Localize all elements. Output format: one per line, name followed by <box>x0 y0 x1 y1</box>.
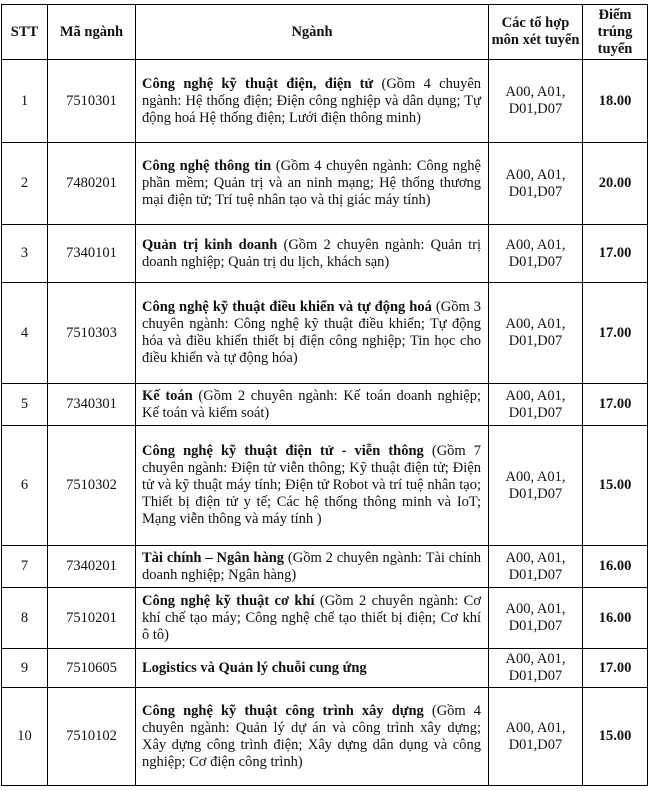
major-name: Công nghệ kỹ thuật công trình xây dựng <box>142 702 424 719</box>
row-code: 7340101 <box>48 225 136 283</box>
row-combo: A00, A01, D01,D07 <box>489 225 583 283</box>
row-code: 7510605 <box>48 649 136 688</box>
row-code: 7510302 <box>48 426 136 546</box>
row-combo: A00, A01, D01,D07 <box>489 546 583 588</box>
row-score: 17.00 <box>583 649 648 688</box>
row-stt: 4 <box>2 283 48 384</box>
major-detail: (Gồm 2 chuyên ngành: Quản trị doanh nghiệp; Quản trị du lịch, khách sạn) <box>142 236 481 270</box>
major-detail: (Gồm 4 chuyên ngành: Quản lý dự án và công trình xây dựng; Xây dựng công trình điện; Xây dựng dân dụng và công nghiệp; Cơ điện công trình) <box>142 702 482 770</box>
row-score: 20.00 <box>583 143 648 225</box>
row-major <box>136 60 489 143</box>
row-score: 17.00 <box>583 225 648 283</box>
row-score: 17.00 <box>583 384 648 426</box>
row-code: 7340201 <box>48 546 136 588</box>
row-major <box>136 649 489 688</box>
row-combo: A00, A01, D01,D07 <box>489 143 583 225</box>
table-row <box>2 649 648 688</box>
row-code: 7510303 <box>48 283 136 384</box>
row-major <box>136 143 489 225</box>
major-name: Công nghệ kỹ thuật điện, điện tử <box>142 75 374 92</box>
row-score: 15.00 <box>583 688 648 786</box>
header-major: Ngành <box>136 5 489 60</box>
row-combo: A00, A01, D01,D07 <box>489 588 583 649</box>
row-stt: 2 <box>2 143 48 225</box>
major-detail: (Gồm 4 chuyên ngành: Hệ thống điện; Điện công nghiệp và dân dụng; Tự động hoá Hệ thống điện; Lưới điện thông minh) <box>142 75 482 126</box>
row-code: 7510102 <box>48 688 136 786</box>
major-name: Công nghệ thông tin <box>142 158 272 174</box>
row-score: 16.00 <box>583 588 648 649</box>
header-score: Điểm trúng tuyển <box>583 5 648 60</box>
row-stt: 6 <box>2 426 48 546</box>
major-name: Quản trị kinh doanh <box>142 236 278 253</box>
row-code: 7340301 <box>48 384 136 426</box>
table-row <box>2 143 648 225</box>
row-major <box>136 426 489 546</box>
header-combo: Các tổ hợp môn xét tuyển <box>489 5 583 60</box>
row-major <box>136 588 489 649</box>
table-row <box>2 225 648 283</box>
row-score: 15.00 <box>583 426 648 546</box>
row-combo: A00, A01, D01,D07 <box>489 60 583 143</box>
table-row <box>2 546 648 588</box>
header-stt: STT <box>2 5 48 60</box>
table-row <box>2 688 648 786</box>
major-detail: (Gồm 2 chuyên ngành: Cơ khí chế tạo máy; Công nghệ chế tạo thiết bị điện; Cơ khí ô tô) <box>142 592 481 643</box>
admission-scores-table <box>1 4 648 786</box>
header-row <box>2 5 648 60</box>
row-stt: 10 <box>2 688 48 786</box>
header-code: Mã ngành <box>48 5 136 60</box>
major-name: Công nghệ kỹ thuật cơ khí <box>142 592 315 609</box>
major-name: Tài chính – Ngân hàng <box>142 549 285 566</box>
major-name: Kế toán <box>142 387 193 404</box>
row-stt: 5 <box>2 384 48 426</box>
table-row <box>2 588 648 649</box>
major-name: Công nghệ kỹ thuật điều khiển và tự động hoá <box>142 299 432 315</box>
row-score: 16.00 <box>583 546 648 588</box>
table-row <box>2 283 648 384</box>
table-row <box>2 60 648 143</box>
row-combo: A00, A01, D01,D07 <box>489 426 583 546</box>
table-row <box>2 426 648 546</box>
row-major <box>136 688 489 786</box>
row-score: 17.00 <box>583 283 648 384</box>
row-score: 18.00 <box>583 60 648 143</box>
row-major <box>136 225 489 283</box>
row-major <box>136 384 489 426</box>
major-detail: (Gồm 2 chuyên ngành: Kế toán doanh nghiệp; Kế toán và kiểm soát) <box>142 387 482 421</box>
row-stt: 1 <box>2 60 48 143</box>
row-code: 7510301 <box>48 60 136 143</box>
major-detail: (Gồm 7 chuyên ngành: Điện tử viễn thông; Kỹ thuật điện tử; Điện tử và kỹ thuật máy tính; Điện tử Robot và trí tuệ nhân tạo; Thiết bị điện tử y tế; Các hệ thống thông minh và IoT; Mạng viễn thông và máy tính ) <box>142 443 482 527</box>
row-combo: A00, A01, D01,D07 <box>489 649 583 688</box>
row-code: 7510201 <box>48 588 136 649</box>
row-combo: A00, A01, D01,D07 <box>489 384 583 426</box>
row-combo: A00, A01, D01,D07 <box>489 283 583 384</box>
major-detail: (Gồm 2 chuyên ngành: Tài chính doanh nghiệp; Ngân hàng) <box>142 549 481 583</box>
row-combo: A00, A01, D01,D07 <box>489 688 583 786</box>
major-detail: (Gồm 4 chuyên ngành: Công nghệ phần mềm; Quản trị và an ninh mạng; Hệ thống thương mại điện tử; Trí tuệ nhân tạo và thị giác máy tính) <box>142 158 481 208</box>
major-name: Công nghệ kỹ thuật điện tử - viễn thông <box>142 443 424 459</box>
row-code: 7480201 <box>48 143 136 225</box>
row-stt: 3 <box>2 225 48 283</box>
row-major <box>136 283 489 384</box>
row-stt: 7 <box>2 546 48 588</box>
table-row <box>2 384 648 426</box>
major-name: Logistics và Quản lý chuỗi cung ứng <box>142 659 367 676</box>
major-detail: (Gồm 3 chuyên ngành: Công nghệ kỹ thuật điều khiển; Tự động hóa và điều khiển thiết bị điện công nghiệp; Tin học cho điều khiển và tự động hóa) <box>142 299 481 366</box>
row-major <box>136 546 489 588</box>
row-stt: 9 <box>2 649 48 688</box>
row-stt: 8 <box>2 588 48 649</box>
